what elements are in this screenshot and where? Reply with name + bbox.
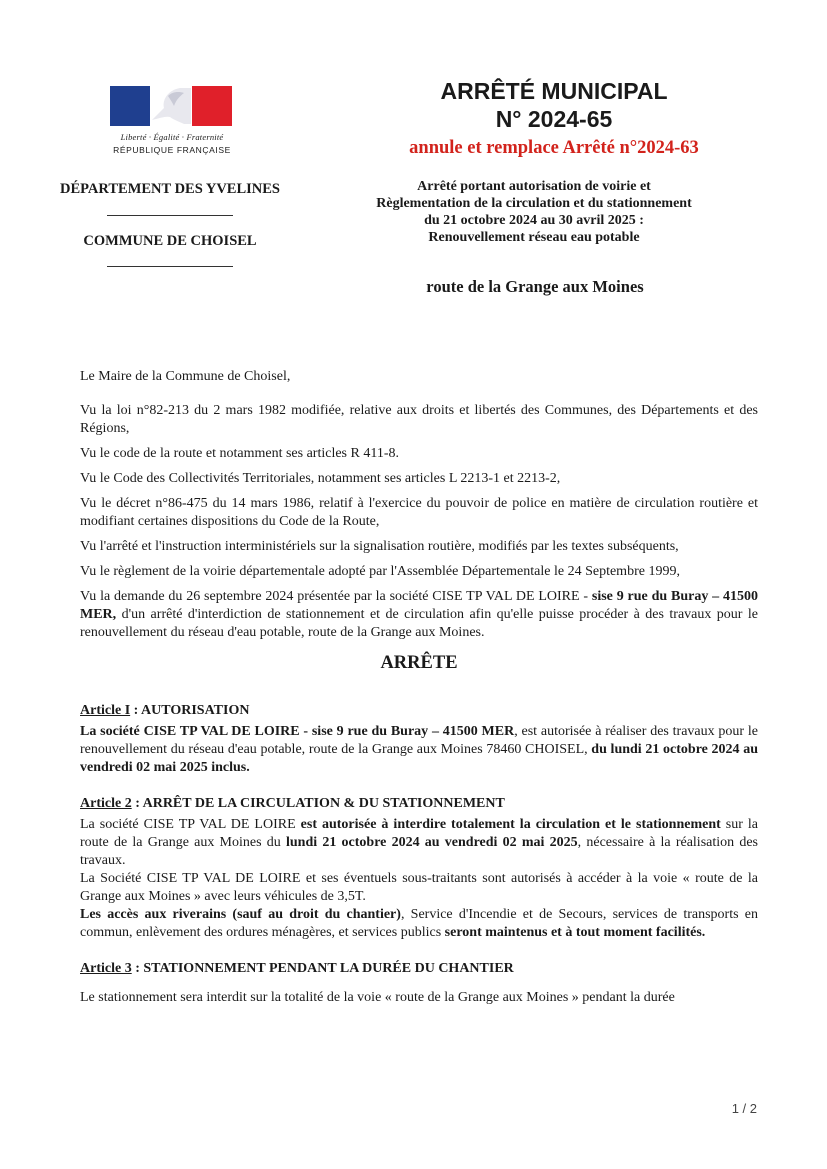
replaces-notice: annule et remplace Arrêté n°2024-63 xyxy=(409,138,699,158)
page-number: 1 / 2 xyxy=(731,1101,757,1116)
decree-number: N° 2024-65 xyxy=(495,106,613,132)
commune-name: COMMUNE DE CHOISEL xyxy=(83,233,257,249)
recital: Vu le code de la route et notamment ses articles R 411-8. xyxy=(80,446,399,461)
republic-name: RÉPUBLIQUE FRANÇAISE xyxy=(113,145,231,155)
tricolor-flag-icon xyxy=(110,86,232,126)
recital: Vu le Code des Collectivités Territoriales, notamment ses articles L 2213-1 et 2213-2, xyxy=(80,471,561,486)
divider xyxy=(107,215,233,216)
intro-line: Le Maire de la Commune de Choisel, xyxy=(80,369,291,384)
decree-description: Arrêté portant autorisation de voirie et Règlementation de la circulation et du stationnement du 21 octobre 2024 au 30 avril 2025 : Renouvellement réseau eau potable xyxy=(376,179,692,245)
recital: Vu la loi n°82-213 du 2 mars 1982 modifiée, relative aux droits et libertés des Communes, des Départements et des Régions, xyxy=(80,403,758,436)
recital: Vu le décret n°86-475 du 14 mars 1986, relatif à l'exercice du pouvoir de police en matière de circulation routière et modifiant certaines dispositions du Code de la Route, xyxy=(80,496,758,529)
marianne-profile-icon xyxy=(150,86,191,126)
article-3-title: Article 3 : STATIONNEMENT PENDANT LA DURÉE DU CHANTIER xyxy=(80,961,514,976)
marianne-logo xyxy=(110,86,234,155)
decree-location: route de la Grange aux Moines xyxy=(426,277,644,296)
article-2-text: Les accès aux riverains (sauf au droit du chantier), Service d'Incendie et de Secours, services de transports en commun, enlèvement des ordures ménagères, et services publics seront maintenus et à tout moment facilités. xyxy=(80,907,758,940)
divider xyxy=(107,266,233,267)
republic-motto: Liberté · Égalité · Fraternité xyxy=(120,132,224,142)
article-3-text: Le stationnement sera interdit sur la totalité de la voie « route de la Grange aux Moines » pendant la durée xyxy=(80,990,675,1005)
recital: Vu l'arrêté et l'instruction interministériels sur la signalisation routière, modifiés par les textes subséquents, xyxy=(80,539,679,554)
article-2-title: Article 2 : ARRÊT DE LA CIRCULATION & DU STATIONNEMENT xyxy=(80,796,505,811)
recital: Vu le règlement de la voirie départementale adopté par l'Assemblée Départementale le 24 Septembre 1999, xyxy=(80,564,680,579)
arrete-heading: ARRÊTE xyxy=(380,653,458,673)
article-1-text: La société CISE TP VAL DE LOIRE - sise 9 rue du Buray – 41500 MER, est autorisée à réaliser des travaux pour le renouvellement du réseau d'eau potable, route de la Grange aux Moines 78460 CHOISEL, du lundi 21 octobre 2024 au vendredi 02 mai 2025 inclus. xyxy=(80,724,758,775)
article-2-text: La société CISE TP VAL DE LOIRE est autorisée à interdire totalement la circulation et le stationnement sur la route de la Grange aux Moines du lundi 21 octobre 2024 au vendredi 02 mai 2025, nécessaire à la réalisation des travaux. xyxy=(80,817,759,868)
page-title: ARRÊTÉ MUNICIPAL xyxy=(440,78,668,104)
recital-request: Vu la demande du 26 septembre 2024 présentée par la société CISE TP VAL DE LOIRE - sise 9 rue du Buray – 41500 MER, d'un arrêté d'interdiction de stationnement et de circulation afin qu'elle puisse procéder à des travaux pour le renouvellement du réseau d'eau potable, route de la Grange aux Moines. xyxy=(80,589,758,640)
decree-body xyxy=(80,368,758,1007)
department-name: DÉPARTEMENT DES YVELINES xyxy=(60,181,280,197)
article-1-title: Article I : AUTORISATION xyxy=(80,703,250,718)
article-2-text: La Société CISE TP VAL DE LOIRE et ses éventuels sous-traitants sont autorisés à accéder à la voie « route de la Grange aux Moines » avec leurs véhicules de 3,5T. xyxy=(80,871,758,904)
